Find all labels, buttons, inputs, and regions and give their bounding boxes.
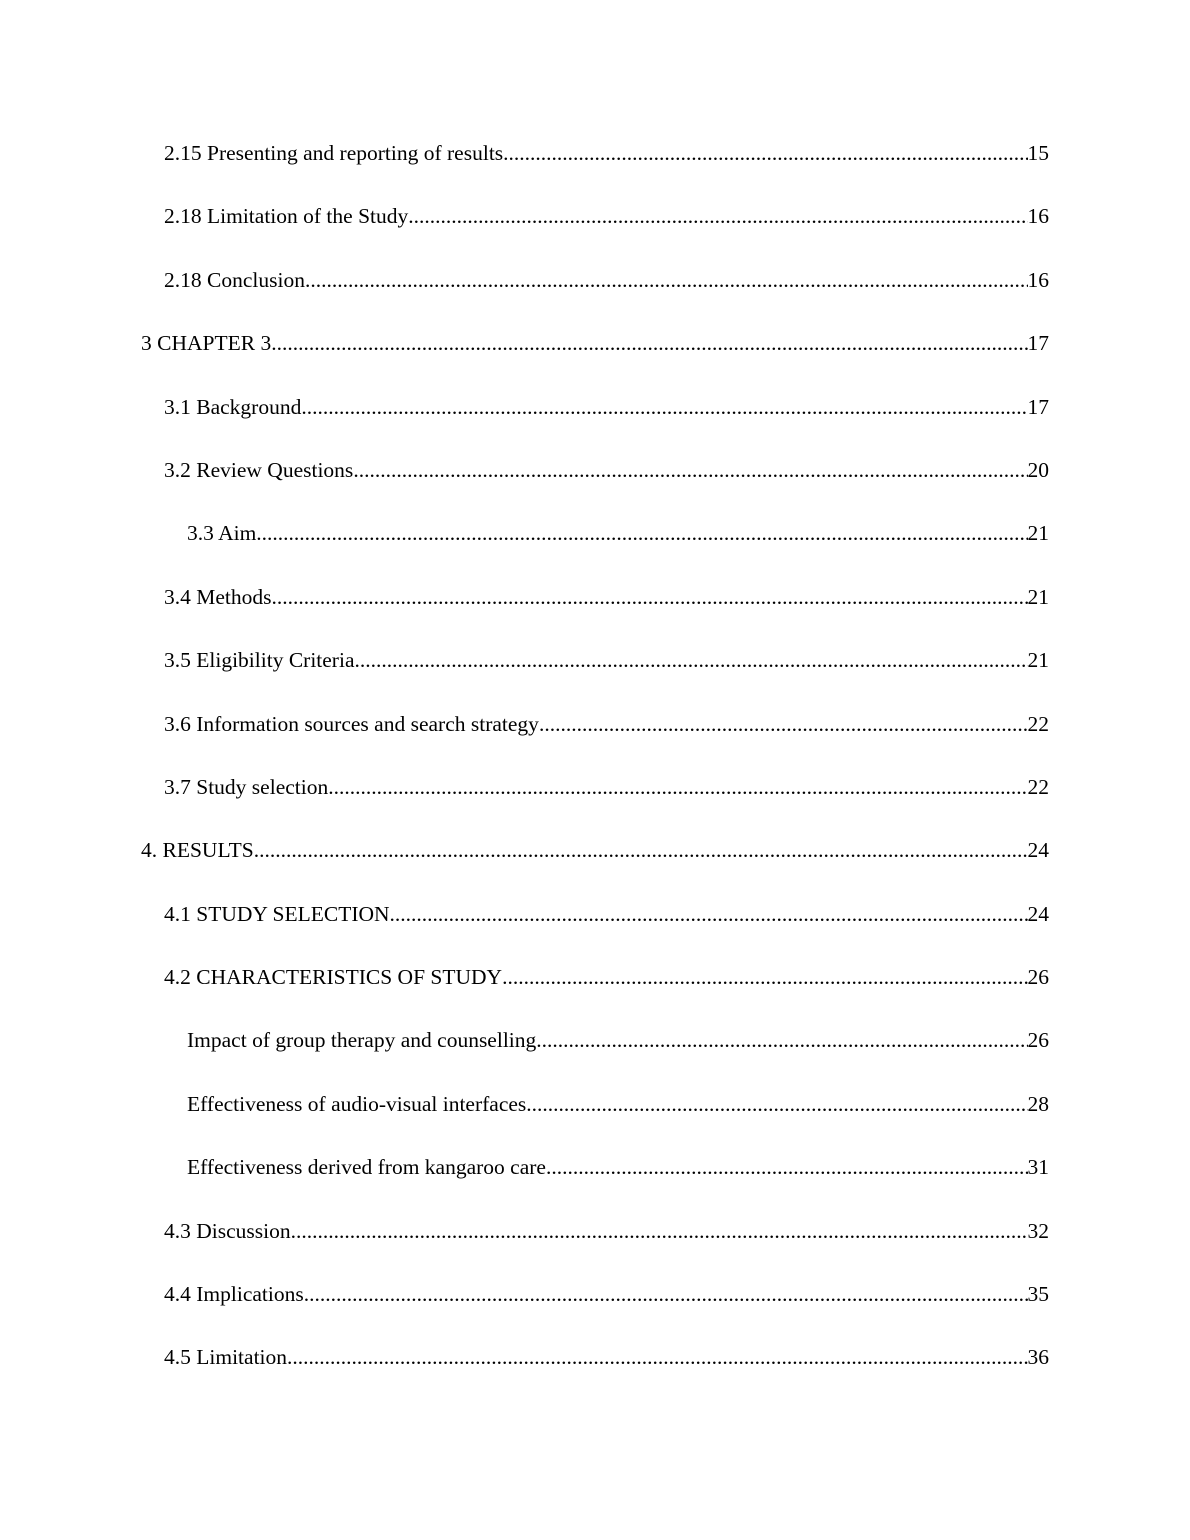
- dot-leader: [254, 834, 1028, 866]
- toc-entry-label: 4.2 CHARACTERISTICS OF STUDY: [164, 965, 503, 990]
- dot-leader: [271, 327, 1027, 359]
- toc-entry-label: 3.6 Information sources and search strategy: [164, 711, 539, 736]
- toc-entry-4-2-characteristics-of-study[interactable]: [0, 961, 1190, 1024]
- toc-entry-page-number: 16: [1027, 267, 1049, 292]
- toc-entry-label: 2.18 Limitation of the Study: [164, 204, 409, 229]
- toc-entry-label: Impact of group therapy and counselling: [187, 1028, 537, 1053]
- toc-entry-impact-of-group-therapy-and-counselling[interactable]: [0, 1024, 1190, 1087]
- toc-entry-page-number: 26: [1027, 965, 1049, 990]
- toc-entry-page-number: 36: [1027, 1345, 1049, 1370]
- toc-entry-label: 2.18 Conclusion: [164, 267, 305, 292]
- toc-entry-page-number: 26: [1027, 1028, 1049, 1053]
- toc-entry-page-number: 31: [1027, 1155, 1049, 1180]
- toc-entry-page-number: 16: [1027, 204, 1049, 229]
- dot-leader: [536, 1024, 1027, 1056]
- dot-leader: [355, 644, 1028, 676]
- toc-entry-2-15-presenting-and-reporting-of-results[interactable]: [0, 137, 1190, 200]
- dot-leader: [304, 1278, 1028, 1310]
- toc-entry-label: 3.5 Eligibility Criteria: [164, 648, 355, 673]
- toc-entry-3-chapter-3[interactable]: [0, 327, 1190, 390]
- toc-entry-page-number: 21: [1027, 648, 1049, 673]
- dot-leader: [526, 1088, 1027, 1120]
- toc-entry-label: 4. RESULTS: [141, 838, 254, 863]
- dot-leader: [256, 517, 1027, 549]
- toc-entry-4-3-discussion[interactable]: [0, 1215, 1190, 1278]
- toc-entry-label: 3.3 Aim: [187, 521, 257, 546]
- toc-entry-page-number: 22: [1027, 711, 1049, 736]
- toc-entry-2-18-conclusion[interactable]: [0, 264, 1190, 327]
- toc-entry-page-number: 24: [1027, 901, 1049, 926]
- dot-leader: [539, 708, 1028, 740]
- toc-entry-page-number: 17: [1027, 394, 1049, 419]
- toc-entry-label: Effectiveness of audio-visual interfaces: [187, 1091, 527, 1116]
- dot-leader: [502, 961, 1027, 993]
- toc-entry-label: 3 CHAPTER 3: [141, 331, 272, 356]
- toc-entry-label: 4.1 STUDY SELECTION: [164, 901, 390, 926]
- toc-entry-2-18-limitation-of-the-study[interactable]: [0, 200, 1190, 263]
- toc-entry-page-number: 21: [1027, 521, 1049, 546]
- dot-leader: [305, 264, 1028, 296]
- toc-entry-page-number: 15: [1027, 141, 1049, 165]
- toc-entry-3-3-aim[interactable]: [0, 517, 1190, 580]
- dot-leader: [301, 391, 1027, 423]
- toc-entry-effectiveness-derived-from-kangaroo-care[interactable]: [0, 1151, 1190, 1214]
- toc-entry-page-number: 20: [1027, 457, 1049, 482]
- table-of-contents: [0, 137, 1190, 1405]
- toc-entry-label: 3.1 Background: [164, 394, 302, 419]
- dot-leader: [287, 1341, 1027, 1373]
- dot-leader: [353, 454, 1027, 486]
- toc-entry-page-number: 32: [1027, 1218, 1049, 1243]
- dot-leader: [328, 771, 1027, 803]
- toc-entry-label: 2.15 Presenting and reporting of results: [164, 141, 504, 165]
- dot-leader: [291, 1215, 1028, 1247]
- toc-entry-3-5-eligibility-criteria[interactable]: [0, 644, 1190, 707]
- dot-leader: [272, 581, 1028, 613]
- dot-leader: [546, 1151, 1028, 1183]
- toc-entry-3-4-methods[interactable]: [0, 581, 1190, 644]
- toc-entry-page-number: 17: [1027, 331, 1049, 356]
- toc-entry-label: 4.3 Discussion: [164, 1218, 291, 1243]
- toc-entry-3-7-study-selection[interactable]: [0, 771, 1190, 834]
- toc-entry-label: 3.7 Study selection: [164, 774, 329, 799]
- toc-entry-4-1-study-selection[interactable]: [0, 898, 1190, 961]
- toc-entry-page-number: 28: [1027, 1091, 1049, 1116]
- toc-entry-3-2-review-questions[interactable]: [0, 454, 1190, 517]
- toc-entry-label: 4.4 Implications: [164, 1282, 304, 1307]
- toc-entry-label: 4.5 Limitation: [164, 1345, 288, 1370]
- toc-entry-page-number: 35: [1027, 1282, 1049, 1307]
- toc-entry-3-6-information-sources-and-search-strategy[interactable]: [0, 708, 1190, 771]
- toc-entry-label: Effectiveness derived from kangaroo care: [187, 1155, 546, 1180]
- toc-entry-4-results[interactable]: [0, 834, 1190, 897]
- dot-leader: [390, 898, 1028, 930]
- dot-leader: [408, 200, 1027, 232]
- toc-entry-label: 3.2 Review Questions: [164, 457, 354, 482]
- toc-entry-page-number: 22: [1027, 774, 1049, 799]
- toc-entry-page-number: 21: [1027, 584, 1049, 609]
- toc-entry-4-5-limitation[interactable]: [0, 1341, 1190, 1404]
- dot-leader: [503, 137, 1027, 169]
- toc-entry-3-1-background[interactable]: [0, 391, 1190, 454]
- toc-entry-effectiveness-of-audio-visual-interfaces[interactable]: [0, 1088, 1190, 1151]
- toc-entry-4-4-implications[interactable]: [0, 1278, 1190, 1341]
- toc-entry-label: 3.4 Methods: [164, 584, 272, 609]
- toc-entry-page-number: 24: [1027, 838, 1049, 863]
